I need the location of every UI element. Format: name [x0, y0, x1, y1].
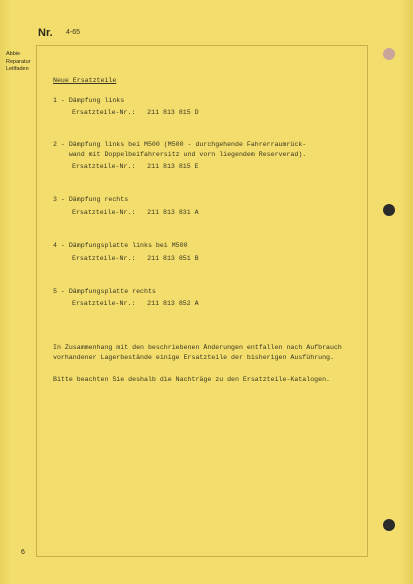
item-5-part-number: Ersatzteile-Nr.: 211 813 852 A [72, 300, 199, 307]
item-3-part-number: Ersatzteile-Nr.: 211 813 831 A [72, 209, 199, 216]
side-label-line: Abbie [6, 51, 21, 57]
item-2-title: 2 - Dämpfung links bei M500 (M500 - durchgehende Fahrerraumrück- wand mit Doppelbeifahrersitz und vorn liegendem Reserverad). [53, 141, 307, 158]
header-number-label: Nr. [38, 27, 53, 39]
note-paragraph-1: In Zusammenhang mit den beschriebenen Änderungen entfallen nach Aufbrauch vorhandener Lagerbestände einige Ersatzteile der bisherigen Ausführung. [53, 344, 342, 361]
item-5-title: 5 - Dämpfungsplatte rechts [53, 288, 156, 295]
item-4-title: 4 - Dämpfungsplatte links bei M500 [53, 242, 188, 249]
item-1-part-number: Ersatzteile-Nr.: 211 813 815 D [72, 109, 199, 116]
item-2-part-number: Ersatzteile-Nr.: 211 813 815 E [72, 163, 199, 170]
punch-hole-icon [383, 204, 395, 216]
side-label-line: Reparatur [6, 58, 31, 65]
item-1-title: 1 - Dämpfung links [53, 97, 125, 104]
side-label [6, 51, 30, 74]
side-label-line: Leitfaden [6, 66, 29, 72]
punch-hole-icon [383, 48, 395, 60]
header-document-code: 4-65 [66, 29, 81, 36]
item-4-part-number: Ersatzteile-Nr.: 211 813 851 B [72, 255, 199, 262]
note-paragraph-2: Bitte beachten Sie deshalb die Nachträge zu den Ersatzteile-Katalogen. [53, 376, 330, 383]
section-heading: Neue Ersatzteile [53, 77, 117, 84]
page-number: 6 [21, 549, 25, 556]
item-3-title: 3 - Dämpfung rechts [53, 196, 129, 203]
punch-hole-icon [383, 519, 395, 531]
